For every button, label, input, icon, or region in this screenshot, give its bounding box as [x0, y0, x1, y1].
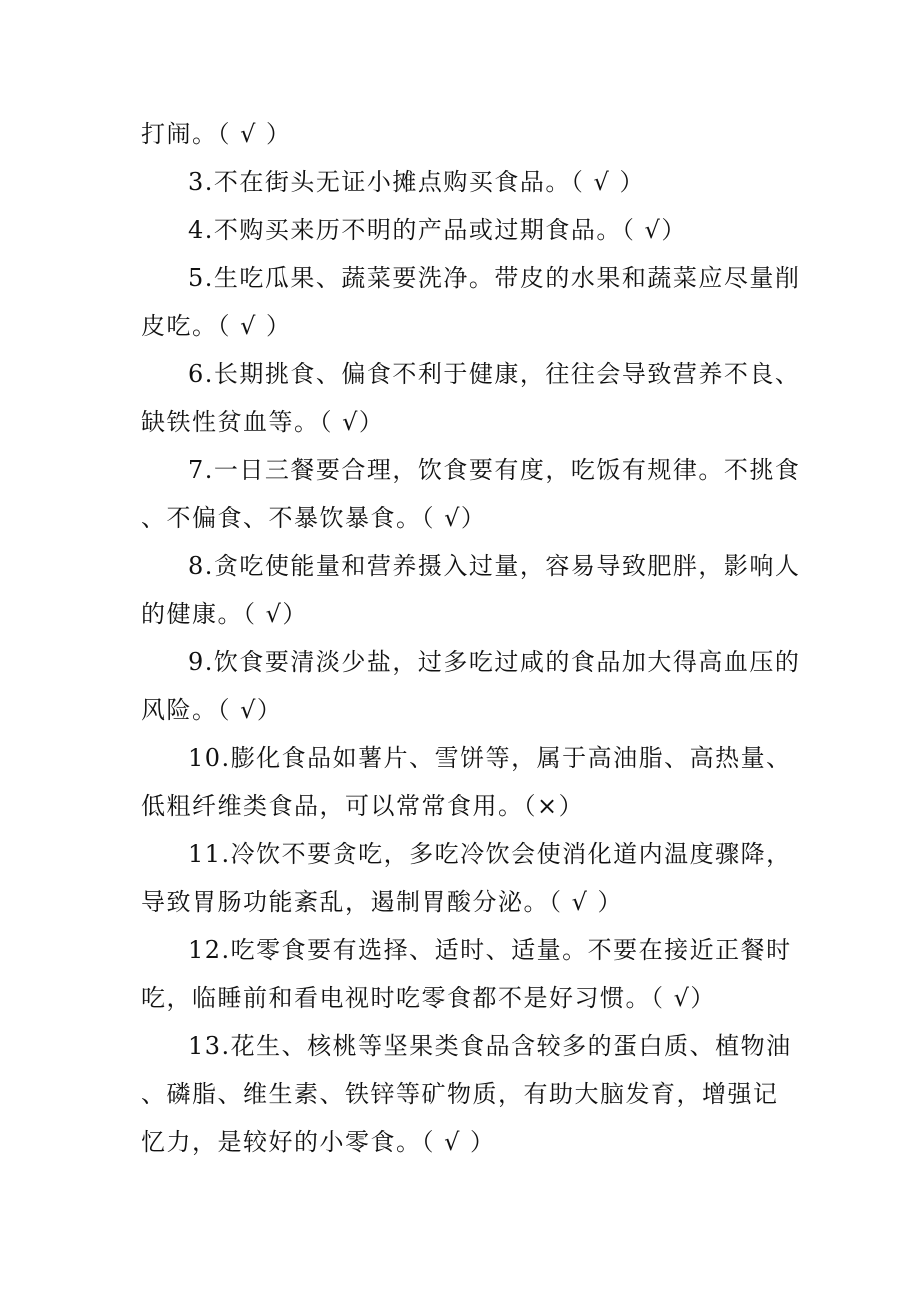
text-line: 11.冷饮不要贪吃，多吃冷饮会使消化道内温度骤降，	[188, 840, 792, 868]
text-line: 12.吃零食要有选择、适时、适量。不要在接近正餐时	[188, 936, 792, 964]
text-line: 低粗纤维类食品，可以常常食用。（×）	[141, 792, 585, 820]
text-line: 9.饮食要清淡少盐，过多吃过咸的食品加大得高血压的	[188, 648, 801, 676]
text-line: 风险。（ √）	[141, 696, 283, 724]
text-line: 忆力，是较好的小零食。（ √ ）	[141, 1128, 496, 1156]
text-line: 13.花生、核桃等坚果类食品含较多的蛋白质、植物油	[188, 1032, 792, 1060]
text-line: 6.长期挑食、偏食不利于健康，往往会导致营养不良、	[188, 360, 801, 388]
text-line: 4.不购买来历不明的产品或过期食品。（ √）	[188, 216, 687, 244]
text-line: 8.贪吃使能量和营养摄入过量，容易导致肥胖，影响人	[188, 552, 801, 580]
text-line: 导致胃肠功能紊乱，遏制胃酸分泌。（ √ ）	[141, 888, 624, 916]
text-line: 的健康。（ √）	[141, 600, 308, 628]
text-line: 10.膨化食品如薯片、雪饼等，属于高油脂、高热量、	[188, 744, 792, 772]
text-line: 7.一日三餐要合理，饮食要有度，吃饭有规律。不挑食	[188, 456, 801, 484]
text-line: 打闹。（ √ ）	[141, 120, 292, 148]
text-line: 缺铁性贫血等。（ √）	[141, 408, 385, 436]
text-line: 皮吃。（ √ ）	[141, 312, 292, 340]
text-line: 吃，临睡前和看电视时吃零食都不是好习惯。（ √）	[141, 984, 716, 1012]
text-line: 5.生吃瓜果、蔬菜要洗净。带皮的水果和蔬菜应尽量削	[188, 264, 801, 292]
text-line: 、磷脂、维生素、铁锌等矿物质，有助大脑发育，增强记	[141, 1080, 779, 1108]
text-line: 、不偏食、不暴饮暴食。（ √）	[141, 504, 487, 532]
text-line: 3.不在街头无证小摊点购买食品。（ √ ）	[188, 168, 645, 196]
